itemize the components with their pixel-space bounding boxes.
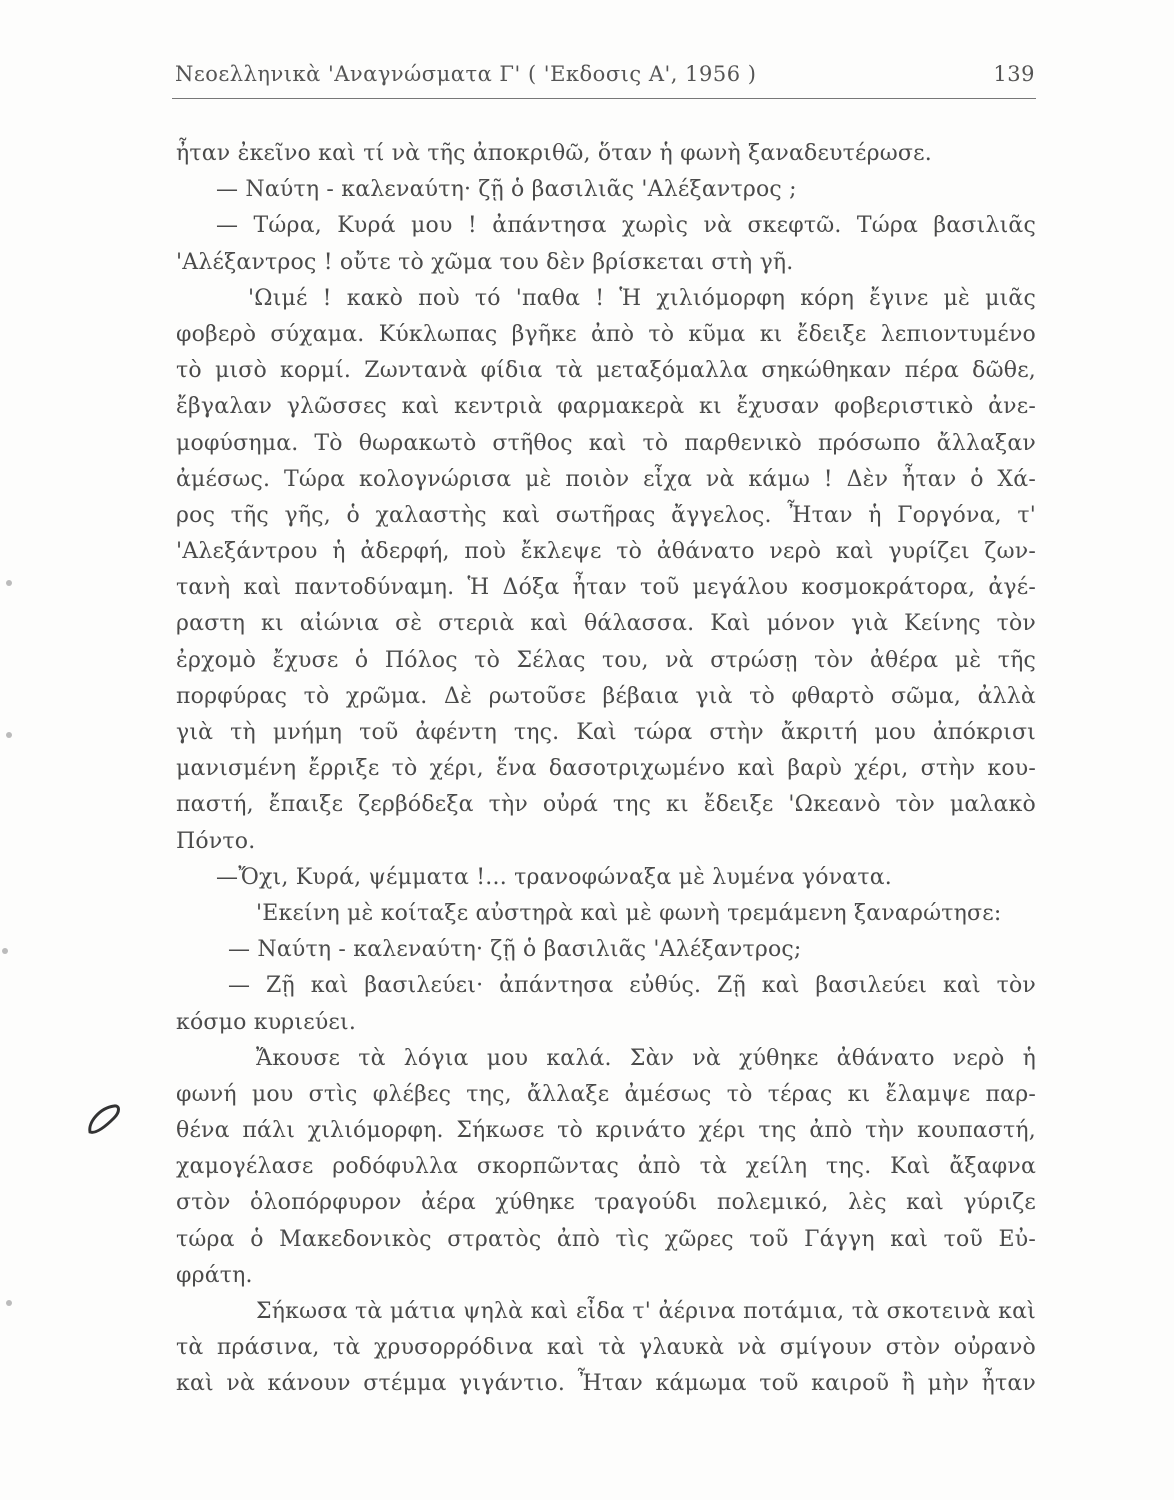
text-line: πορφύρας τὸ χρῶμα. Δὲ ρωτοῦσε βέβαια γιὰ τὸ φθαρτὸ σῶμα, ἀλλὰ (176, 683, 1036, 709)
text-line: τανὴ καὶ παντοδύναμη. Ἡ Δόξα ἦταν τοῦ μεγάλου κοσμοκράτορα, ἀγέ- (176, 575, 1036, 601)
text-line: στὸν ὁλοπόρφυρον ἀέρα χύθηκε τραγούδι πολεμικό, λὲς καὶ γύριζε (176, 1190, 1036, 1216)
text-line: Πόντο. (176, 828, 256, 854)
text-line: —Ὄχι, Κυρά, ψέμματα !... τρανοφώναξα μὲ λυμένα γόνατα. (216, 864, 892, 890)
text-line: 'Αλέξαντρος ! οὔτε τὸ χῶμα του δὲν βρίσκεται στὴ γῆ. (176, 249, 794, 275)
running-header (175, 62, 1035, 86)
text-line: Σήκωσα τὰ μάτια ψηλὰ καὶ εἶδα τ' ἀέρινα ποτάμια, τὰ σκοτεινὰ καὶ (256, 1299, 1036, 1324)
body-text (176, 136, 1036, 1403)
text-line: μοφύσημα. Τὸ θωρακωτὸ στῆθος καὶ τὸ παρθενικὸ πρόσωπο ἄλλαξαν (176, 430, 1036, 456)
text-line: ραστη κι αἰώνια σὲ στεριὰ καὶ θάλασσα. Καὶ μόνον γιὰ Κείνης τὸν (176, 611, 1036, 637)
text-line: 'Αλεξάντρου ἡ ἀδερφή, ποὺ ἔκλεψε τὸ ἀθάνατο νερὸ καὶ γυρίζει ζων- (176, 539, 1036, 565)
text-line: — Ναύτη - καλεναύτη· ζῇ ὁ βασιλιᾶς 'Αλέξαντρος ; (216, 177, 797, 203)
handwritten-margin-mark (86, 1102, 122, 1138)
text-line: καὶ νὰ κάνουν στέμμα γιγάντιο. Ἦταν κάμωμα τοῦ καιροῦ ἢ μὴν ἦταν (176, 1371, 1036, 1397)
text-line: θένα πάλι χιλιόμορφη. Σήκωσε τὸ κρινάτο χέρι της ἀπὸ τὴν κουπαστή, (176, 1118, 1036, 1144)
text-line: φοβερὸ σύχαμα. Κύκλωπας βγῆκε ἀπὸ τὸ κῦμα κι ἔδειξε λεπιοντυμένο (176, 321, 1036, 347)
text-line: φωνή μου στὶς φλέβες της, ἄλλαξε ἀμέσως τὸ τέρας κι ἔλαμψε παρ- (176, 1081, 1036, 1107)
text-line: ἐρχομὸ ἔχυσε ὁ Πόλος τὸ Σέλας του, νὰ στρώσῃ τὸν ἀθέρα μὲ τῆς (176, 647, 1036, 673)
text-line: — Τώρα, Κυρά μου ! ἀπάντησα χωρὶς νὰ σκεφτῶ. Τώρα βασιλιᾶς (216, 213, 1036, 239)
text-line: — Ζῇ καὶ βασιλεύει· ἀπάντησα εὐθύς. Ζῇ καὶ βασιλεύει καὶ τὸν (228, 973, 1036, 999)
text-line: ἔβγαλαν γλῶσσες καὶ κεντριὰ φαρμακερὰ κι ἔχυσαν φοβεριστικὸ ἀνε- (176, 394, 1036, 420)
page-number: 139 (993, 62, 1035, 86)
text-line: τὸ μισὸ κορμί. Ζωντανὰ φίδια τὰ μεταξόμαλλα σηκώθηκαν πέρα δῶθε, (176, 358, 1036, 384)
running-header-title: Νεοελληνικὰ 'Αναγνώσματα Γ' ( 'Εκδοσις Α', 1956 ) (175, 62, 757, 86)
text-line: ἦταν ἐκεῖνο καὶ τί νὰ τῆς ἀποκριθῶ, ὅταν ἡ φωνὴ ξαναδευτέρωσε. (176, 141, 932, 166)
text-line: τώρα ὁ Μακεδονικὸς στρατὸς ἀπὸ τὶς χῶρες τοῦ Γάγγη καὶ τοῦ Εὐ- (176, 1226, 1036, 1252)
text-line: φράτη. (176, 1262, 253, 1288)
text-line: Ἄκουσε τὰ λόγια μου καλά. Σὰν νὰ χύθηκε ἀθάνατο νερὸ ἡ (256, 1045, 1036, 1071)
text-line: κόσμο κυριεύει. (176, 1009, 357, 1035)
text-line: τὰ πράσινα, τὰ χρυσορρόδινα καὶ τὰ γλαυκὰ νὰ σμίγουν στὸν οὐρανὸ (176, 1335, 1036, 1361)
text-line: χαμογέλασε ροδόφυλλα σκορπῶντας ἀπὸ τὰ χείλη της. Καὶ ἄξαφνα (176, 1154, 1036, 1180)
text-line: παστή, ἔπαιξε ζερβόδεξα τὴν οὐρά της κι ἔδειξε 'Ωκεανὸ τὸν μαλακὸ (176, 792, 1036, 818)
text-line: ἀμέσως. Τώρα κολογνώρισα μὲ ποιὸν εἶχα νὰ κάμω ! Δὲν ἦταν ὁ Χά- (176, 466, 1036, 492)
text-line: 'Εκείνη μὲ κοίταξε αὐστηρὰ καὶ μὲ φωνὴ τρεμάμενη ξαναρώτησε: (256, 900, 1002, 926)
header-rule (172, 98, 1036, 99)
text-line: μανισμένη ἔρριξε τὸ χέρι, ἕνα δασοτριχωμένο καὶ βαρὺ χέρι, στὴν κου- (176, 756, 1036, 782)
text-line: — Ναύτη - καλεναύτη· ζῇ ὁ βασιλιᾶς 'Αλέξαντρος; (228, 937, 802, 963)
text-line: γιὰ τὴ μνήμη τοῦ ἀφέντη της. Καὶ τώρα στὴν ἄκριτή μου ἀπόκρισι (176, 720, 1036, 745)
text-line: 'Ωιμέ ! κακὸ ποὺ τό 'παθα ! Ἡ χιλιόμορφη κόρη ἔγινε μὲ μιᾶς (248, 285, 1036, 311)
text-line: ρος τῆς γῆς, ὁ χαλαστὴς καὶ σωτῆρας ἄγγελος. Ἦταν ἡ Γοργόνα, τ' (176, 502, 1036, 528)
